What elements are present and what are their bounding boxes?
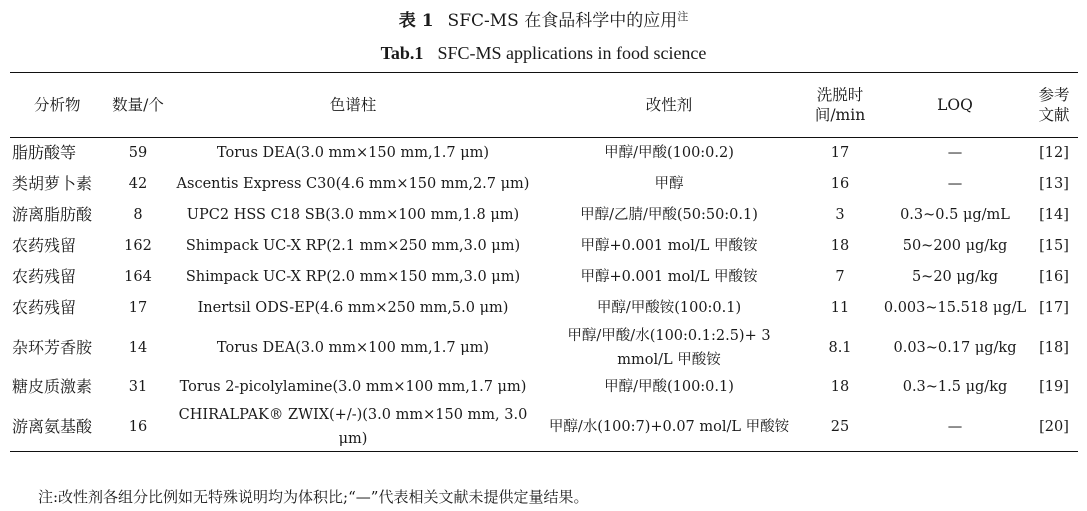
table-row: [10, 138, 1078, 169]
cell-column: UPC2 HSS C18 SB(3.0 mm×100 mm,1.8 μm): [186, 207, 520, 223]
cell-ref: [12]: [1039, 145, 1069, 162]
cell-analyte: 游离氨基酸: [12, 416, 93, 436]
table-title-cn: SFC-MS 在食品科学中的应用: [447, 11, 678, 31]
header-count: 数量/个: [112, 96, 164, 114]
cell-time: 18: [830, 379, 850, 395]
cell-count: 42: [128, 176, 148, 192]
cell-loq: 5~20 μg/kg: [911, 269, 999, 285]
table-caption-en: [0, 40, 1087, 66]
cell-count: 8: [133, 207, 143, 223]
cell-column: Shimpack UC-X RP(2.0 mm×150 mm,3.0 μm): [185, 269, 521, 285]
table-row: [10, 372, 1078, 403]
cell-column: Shimpack UC-X RP(2.1 mm×250 mm,3.0 μm): [185, 238, 521, 254]
header-row: [10, 73, 1078, 138]
cell-time: 16: [830, 176, 850, 192]
sfc-ms-table: [10, 72, 1078, 452]
table-label-en: Tab.1: [380, 43, 424, 63]
cell-column: Torus 2-picolylamine(3.0 mm×100 mm,1.7 μm): [179, 379, 527, 395]
cell-ref: [15]: [1039, 238, 1069, 254]
cell-column: Inertsil ODS-EP(4.6 mm×250 mm,5.0 μm): [197, 300, 509, 316]
table-row: [10, 169, 1078, 200]
table-title-en: SFC-MS applications in food science: [437, 43, 707, 63]
cell-loq: —: [947, 145, 963, 162]
cell-ref: [19]: [1039, 379, 1069, 395]
cell-ref: [17]: [1039, 300, 1069, 316]
cell-analyte: 农药残留: [12, 298, 77, 317]
table-footnote: 注:改性剂各组分比例如无特殊说明均为体积比;“—”代表相关文献未提供定量结果。: [38, 488, 589, 506]
header-reference: 参考文献: [1038, 86, 1070, 124]
cell-analyte: 农药残留: [12, 236, 77, 255]
cell-analyte: 农药残留: [12, 267, 77, 286]
cell-count: 59: [128, 145, 148, 162]
cell-count: 164: [124, 269, 152, 285]
header-modifier: 改性剂: [645, 96, 693, 114]
table-body: [10, 138, 1078, 452]
cell-analyte: 类胡萝卜素: [12, 174, 93, 193]
cell-modifier: 甲醇/甲酸/水(100:0.1:2.5)+ 3 mmol/L 甲酸铵: [567, 327, 771, 368]
cell-count: 14: [128, 339, 148, 356]
cell-loq: 0.3~1.5 μg/kg: [902, 379, 1008, 395]
cell-modifier: 甲醇+0.001 mol/L 甲酸铵: [580, 238, 758, 254]
table-row: [10, 262, 1078, 293]
cell-ref: [18]: [1039, 339, 1069, 356]
cell-ref: [16]: [1039, 269, 1069, 285]
cell-ref: [13]: [1039, 176, 1069, 192]
cell-loq: 0.03~0.17 μg/kg: [893, 339, 1017, 356]
cell-time: 17: [830, 145, 850, 162]
cell-modifier: 甲醇/甲酸铵(100:0.1): [596, 300, 742, 316]
cell-time: 7: [835, 269, 845, 285]
table-label-cn: 表 1: [398, 11, 434, 31]
table-row: [10, 293, 1078, 324]
cell-column: CHIRALPAK® ZWIX(+/-)(3.0 mm×150 mm, 3.0 μm): [178, 406, 528, 447]
cell-count: 16: [128, 418, 148, 435]
cell-column: Torus DEA(3.0 mm×150 mm,1.7 μm): [216, 145, 490, 162]
cell-modifier: 甲醇/甲酸(100:0.2): [604, 145, 734, 162]
table-row: [10, 231, 1078, 262]
cell-count: 17: [128, 300, 148, 316]
table-title-note-mark: 注: [677, 10, 689, 23]
cell-loq: 0.3~0.5 μg/mL: [900, 207, 1010, 223]
cell-column: Ascentis Express C30(4.6 mm×150 mm,2.7 μm): [176, 176, 530, 192]
cell-loq: 0.003~15.518 μg/L: [883, 300, 1027, 316]
cell-modifier: 甲醇: [654, 176, 684, 192]
cell-modifier: 甲醇+0.001 mol/L 甲酸铵: [580, 269, 758, 285]
header-analyte: 分析物: [34, 96, 81, 114]
cell-count: 162: [124, 238, 152, 254]
cell-ref: [14]: [1039, 207, 1069, 223]
cell-time: 8.1: [828, 339, 852, 356]
cell-analyte: 脂肪酸等: [12, 143, 77, 163]
table-row: [10, 200, 1078, 231]
cell-column: Torus DEA(3.0 mm×100 mm,1.7 μm): [216, 339, 490, 356]
table-row: [10, 403, 1078, 452]
cell-analyte: 游离脂肪酸: [12, 205, 93, 224]
cell-time: 11: [830, 300, 850, 316]
cell-modifier: 甲醇/水(100:7)+0.07 mol/L 甲酸铵: [548, 418, 790, 435]
cell-loq: 50~200 μg/kg: [902, 238, 1008, 254]
cell-modifier: 甲醇/甲酸(100:0.1): [604, 379, 734, 395]
table-caption-cn: [0, 4, 1087, 34]
cell-loq: —: [947, 176, 963, 192]
header-loq: LOQ: [937, 96, 973, 114]
cell-ref: [20]: [1039, 418, 1069, 435]
cell-analyte: 糖皮质激素: [12, 377, 93, 396]
cell-time: 3: [835, 207, 845, 223]
cell-analyte: 杂环芳香胺: [12, 337, 93, 357]
cell-time: 25: [830, 418, 850, 435]
header-elution-time: 洗脱时间/min: [814, 86, 866, 124]
cell-time: 18: [830, 238, 850, 254]
cell-modifier: 甲醇/乙腈/甲酸(50:50:0.1): [580, 207, 758, 223]
cell-loq: —: [947, 418, 963, 435]
header-column: 色谱柱: [329, 96, 377, 114]
cell-count: 31: [128, 379, 148, 395]
table-row: [10, 324, 1078, 372]
